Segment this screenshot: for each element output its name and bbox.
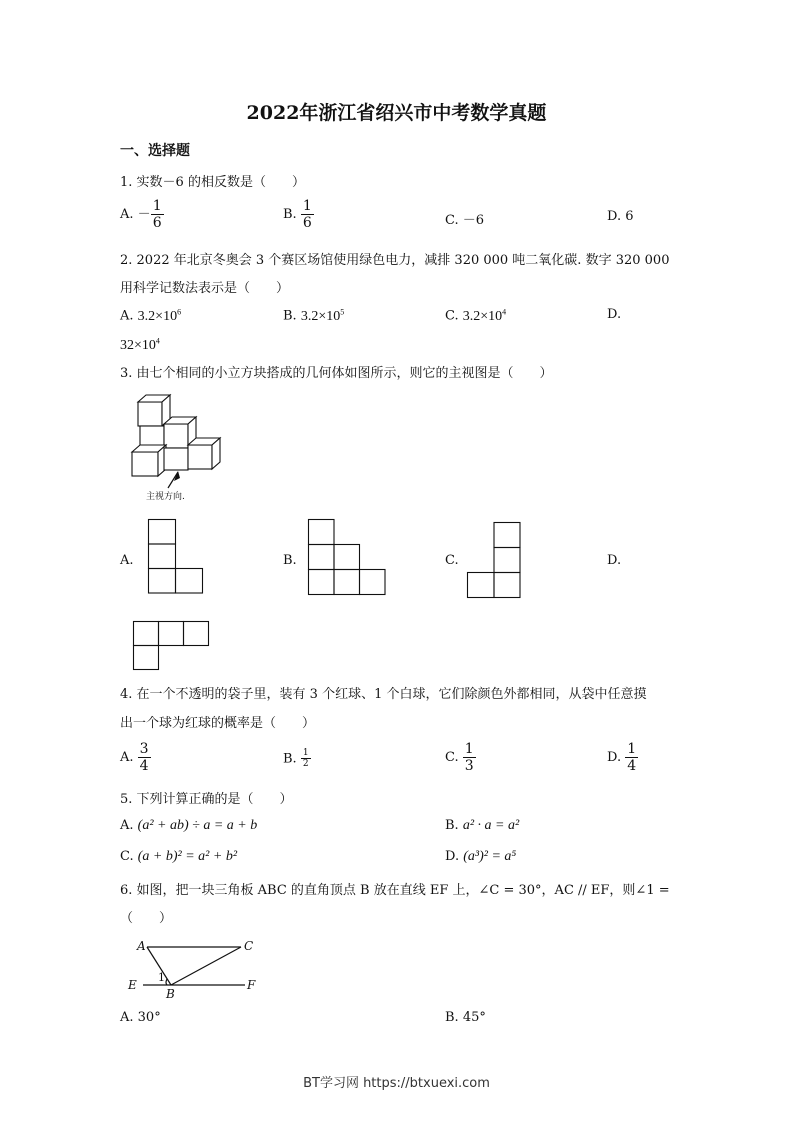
q3-option-b-figure (308, 519, 387, 595)
q3-option-c-label: C. (445, 553, 459, 568)
option-label: B. (283, 308, 297, 324)
numerator: 1 (464, 741, 474, 757)
footer-watermark: BT学习网 https://btxuexi.com (303, 1076, 490, 1091)
q1-option-c (445, 209, 484, 228)
angle-1-label: 1 (158, 971, 165, 984)
fraction (138, 741, 151, 774)
question-5-stem: 5. 下列计算正确的是（ ） (120, 792, 293, 807)
cube-stack-figure (128, 392, 228, 504)
q3-option-d-figure (133, 621, 211, 671)
question-6-stem-line2: （ ） (120, 911, 173, 926)
q3-option-b-label: B. (283, 553, 297, 568)
q3-option-a-figure (148, 519, 204, 594)
q1-option-a (120, 198, 164, 231)
option-value: (a² + ab) ÷ a = a + b (137, 818, 258, 833)
q2-option-c (445, 307, 506, 325)
q2-option-d-value (120, 336, 160, 354)
q6-option-a: A. 30° (120, 1010, 161, 1025)
option-label: D. (607, 750, 622, 766)
numerator: 1 (152, 198, 162, 214)
option-label: B. (283, 207, 297, 223)
option-label: D. (607, 209, 622, 224)
option-value: (a + b)² = a² + b² (137, 849, 238, 864)
fraction (625, 741, 638, 774)
fraction (301, 198, 314, 231)
denominator: 2 (302, 759, 309, 770)
option-label: A. (120, 207, 134, 223)
question-4-stem-line2: 出一个球为红球的概率是（ ） (120, 716, 316, 731)
q1-option-d (607, 209, 634, 224)
question-4-stem-line1: 4. 在一个不透明的袋子里，装有 3 个红球、1 个白球，它们除颜色外都相同，从袋中任意摸 (120, 687, 647, 702)
option-value: －6 (462, 213, 485, 228)
q2-option-b (283, 307, 344, 325)
option-label: A. (120, 308, 134, 324)
q5-option-d (445, 849, 516, 865)
q4-option-b (283, 748, 311, 770)
q6-option-b: B. 45° (445, 1010, 486, 1025)
q4-option-d (607, 741, 638, 774)
option-label: D. (445, 849, 460, 864)
numerator: 1 (302, 748, 309, 758)
denominator: 4 (139, 758, 149, 775)
numerator: 3 (139, 741, 149, 757)
exponent: 4 (155, 336, 160, 345)
question-2-stem-line2: 用科学记数法表示是（ ） (120, 281, 290, 296)
option-label: C. (445, 308, 459, 324)
q5-option-c (120, 849, 237, 865)
section-heading: 一、选择题 (120, 143, 190, 159)
option-label: C. (120, 849, 134, 864)
option-value (463, 309, 506, 324)
base: 32×10 (120, 337, 156, 353)
question-2-stem-line1: 2. 2022 年北京冬奥会 3 个赛区场馆使用绿色电力，减排 320 000 吨二氧化碳. 数字 320 000 (120, 253, 670, 268)
q3-option-a-label: A. (120, 553, 134, 568)
q4-option-a (120, 741, 151, 774)
q3-option-c-figure (467, 522, 522, 599)
q3-option-d-label: D. (607, 553, 622, 568)
minus-sign: － (137, 207, 151, 223)
numerator: 1 (302, 198, 312, 214)
denominator: 3 (464, 758, 474, 775)
fraction (301, 748, 311, 770)
option-label: C. (445, 213, 459, 228)
option-label: A. (120, 750, 134, 766)
label-e: E (128, 978, 137, 992)
q2-option-a (120, 307, 181, 325)
q1-option-b (283, 198, 314, 231)
question-6-stem-line1: 6. 如图，把一块三角板 ABC 的直角顶点 B 放在直线 EF 上，∠C = 30°，AC // EF，则∠1 = (120, 883, 670, 898)
denominator: 6 (302, 215, 312, 232)
option-label: B. (445, 818, 459, 833)
base: 3.2×10 (137, 308, 178, 324)
exponent: 4 (502, 307, 507, 316)
option-value: a² · a = a² (462, 818, 520, 833)
denominator: 4 (627, 758, 637, 775)
figure-caption: 主视方向. (146, 492, 185, 502)
label-c: C (244, 939, 254, 953)
label-f: F (247, 978, 256, 992)
question-1-stem: 1. 实数－6 的相反数是（ ） (120, 175, 305, 190)
option-label: C. (445, 750, 459, 766)
q4-option-c (445, 741, 476, 774)
question-3-stem: 3. 由七个相同的小立方块搭成的几何体如图所示，则它的主视图是（ ） (120, 366, 553, 381)
q2-option-d-label: D. (607, 307, 622, 322)
option-value: (a³)² = a⁵ (463, 849, 517, 864)
q5-option-b (445, 818, 519, 834)
option-label: B. (283, 751, 297, 767)
option-value (301, 309, 344, 324)
base: 3.2×10 (462, 308, 503, 324)
numerator: 1 (627, 741, 637, 757)
option-value: 6 (625, 209, 634, 224)
q5-option-a (120, 818, 257, 834)
exponent: 6 (177, 307, 182, 316)
denominator: 6 (152, 215, 162, 232)
label-b: B (166, 987, 175, 1001)
fraction (463, 741, 476, 774)
label-a: A (137, 939, 146, 953)
option-label: A. (120, 818, 134, 833)
page-title: 2022年浙江省绍兴市中考数学真题 (246, 102, 547, 124)
exponent: 5 (340, 307, 345, 316)
base: 3.2×10 (300, 308, 341, 324)
fraction (151, 198, 164, 231)
option-value (138, 309, 181, 324)
